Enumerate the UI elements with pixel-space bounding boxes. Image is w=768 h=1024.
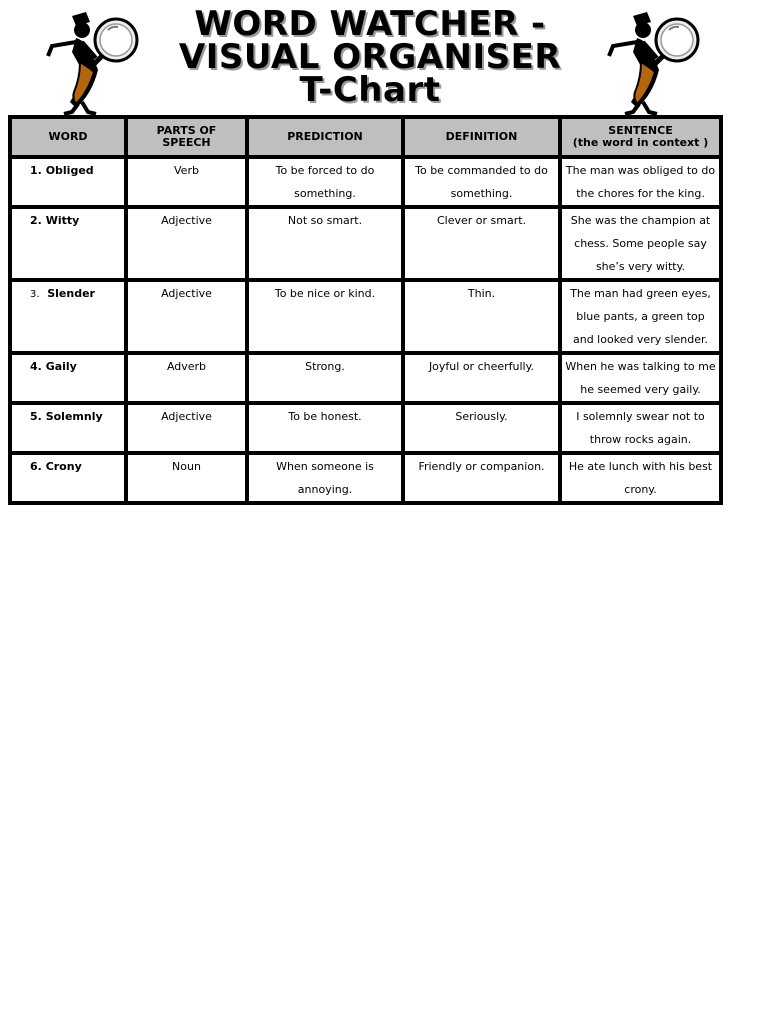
- definition-cell: Thin.: [403, 280, 560, 353]
- sentence-cell: When he was talking to me he seemed very gaily.: [560, 353, 721, 403]
- definition-cell: Clever or smart.: [403, 207, 560, 280]
- t-chart-table: [8, 115, 723, 505]
- pos-cell: Adjective: [126, 280, 247, 353]
- pos-cell: Adjective: [126, 403, 247, 453]
- table-row: [10, 453, 721, 503]
- sentence-cell: He ate lunch with his best crony.: [560, 453, 721, 503]
- page-header: [0, 0, 768, 116]
- pos-cell: Adjective: [126, 207, 247, 280]
- definition-cell: Friendly or companion.: [403, 453, 560, 503]
- definition-cell: Joyful or cheerfully.: [403, 353, 560, 403]
- header-word: WORD: [10, 117, 126, 157]
- prediction-cell: When someone is annoying.: [247, 453, 403, 503]
- prediction-cell: To be forced to do something.: [247, 157, 403, 207]
- definition-cell: To be commanded to do something.: [403, 157, 560, 207]
- word-cell: 2. Witty: [10, 207, 126, 280]
- prediction-cell: Strong.: [247, 353, 403, 403]
- detective-magnifying-glass-icon: [42, 12, 142, 116]
- page-title: [140, 4, 600, 110]
- table-header-row: [10, 117, 721, 157]
- header-parts-of-speech: PARTS OF SPEECH: [126, 117, 247, 157]
- pos-cell: Noun: [126, 453, 247, 503]
- pos-cell: Verb: [126, 157, 247, 207]
- word-cell: 4. Gaily: [10, 353, 126, 403]
- sentence-cell: The man was obliged to do the chores for the king.: [560, 157, 721, 207]
- pos-cell: Adverb: [126, 353, 247, 403]
- definition-cell: Seriously.: [403, 403, 560, 453]
- table-row: [10, 353, 721, 403]
- table-row: [10, 207, 721, 280]
- detective-magnifying-glass-icon: [603, 12, 703, 116]
- table-row: [10, 157, 721, 207]
- prediction-cell: To be nice or kind.: [247, 280, 403, 353]
- header-prediction: PREDICTION: [247, 117, 403, 157]
- table-row: [10, 403, 721, 453]
- title-line-2: VISUAL ORGANISER: [178, 37, 562, 77]
- sentence-cell: I solemnly swear not to throw rocks again.: [560, 403, 721, 453]
- sentence-cell: The man had green eyes, blue pants, a green top and looked very slender.: [560, 280, 721, 353]
- header-definition: DEFINITION: [403, 117, 560, 157]
- table-row: [10, 280, 721, 353]
- sentence-cell: She was the champion at chess. Some people say she’s very witty.: [560, 207, 721, 280]
- title-line-1: WORD WATCHER -: [194, 4, 546, 44]
- word-cell: 6. Crony: [10, 453, 126, 503]
- header-sentence: SENTENCE (the word in context ): [560, 117, 721, 157]
- prediction-cell: Not so smart.: [247, 207, 403, 280]
- word-cell: 1. Obliged: [10, 157, 126, 207]
- word-cell: 5. Solemnly: [10, 403, 126, 453]
- title-line-3: T-Chart: [299, 70, 441, 110]
- word-cell: 3. Slender: [10, 280, 126, 353]
- prediction-cell: To be honest.: [247, 403, 403, 453]
